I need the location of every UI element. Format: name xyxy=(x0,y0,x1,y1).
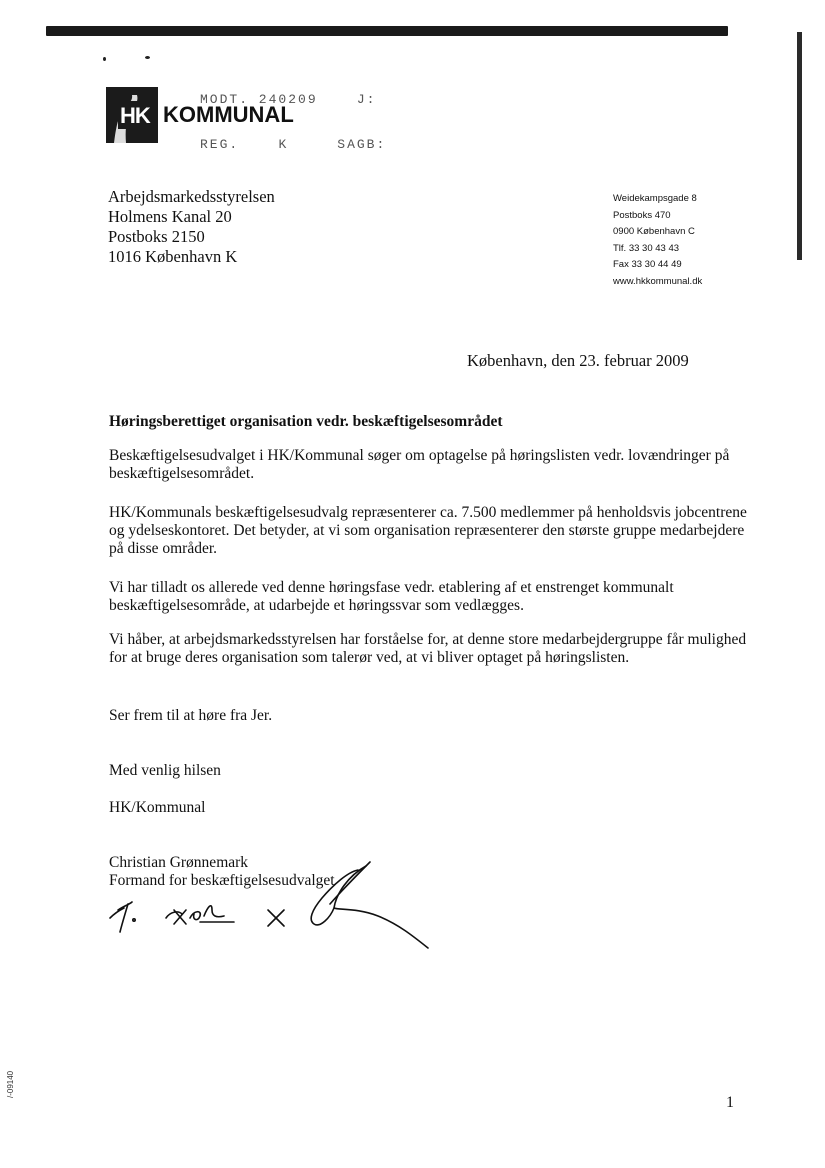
closing-regards: Med venlig hilsen xyxy=(109,762,221,779)
recipient-city: 1016 København K xyxy=(108,247,238,266)
letter-date: København, den 23. februar 2009 xyxy=(467,351,689,370)
document-side-code: /-09140 xyxy=(6,1070,15,1098)
sender-pobox: Postboks 470 xyxy=(613,209,671,221)
sender-fax: Fax 33 30 44 49 xyxy=(613,259,682,270)
top-scan-bar xyxy=(46,26,728,36)
logo-wordmark: KOMMUNAL xyxy=(163,102,294,127)
scan-speck xyxy=(103,57,106,61)
page-number: 1 xyxy=(726,1094,734,1111)
recipient-pobox: Postboks 2150 xyxy=(108,227,205,246)
letter-subject: Høringsberettiget organisation vedr. beskæftigelsesområdet xyxy=(109,413,503,430)
stamp-line-2-tail: SAGB: xyxy=(337,137,387,152)
body-paragraph-2: HK/Kommunals beskæftigelsesudvalg repræsenterer ca. 7.500 medlemmer på henholdsvis jobcentrene og ydelseskontoret. Det betyder, at vi som organisation repræsenterer den største gruppe medarbejdere på disse områder. xyxy=(109,504,747,557)
sender-website: www.hkkommunal.dk xyxy=(613,275,703,287)
body-paragraph-4: Vi håber, at arbejdsmarkedsstyrelsen har forståelse for, at denne store medarbejdergruppe får mulighed for at bruge deres organisation som talerør ved, at vi bliver optaget på høringslisten. xyxy=(109,631,747,666)
body-paragraph-1: Beskæftigelsesudvalget i HK/Kommunal søger om optagelse på høringslisten vedr. lovændringer på beskæftigelsesområdet. xyxy=(109,447,730,482)
hk-logo-initials: HK xyxy=(120,103,150,128)
body-paragraph-3: Vi har tilladt os allerede ved denne høringsfase vedr. etablering af et enstrenget kommunalt beskæftigelsesområde, at udarbejde et høringssvar som vedlægges. xyxy=(109,579,674,614)
handwritten-signature xyxy=(108,858,438,958)
right-scan-bar xyxy=(797,32,802,260)
sender-address xyxy=(613,191,702,290)
hk-logo-mark xyxy=(106,87,158,143)
stamp-line-2-mid: K xyxy=(278,137,289,152)
signer-title: Formand for beskæftigelsesudvalget xyxy=(109,872,335,889)
stamp-line-1-tail: J: xyxy=(356,92,377,107)
sender-city: 0900 København C xyxy=(613,226,695,237)
stamp-line-1: MODT. 240209 xyxy=(200,92,318,107)
sender-street: Weidekampsgade 8 xyxy=(613,193,697,204)
sender-phone: Tlf. 33 30 43 43 xyxy=(613,242,680,254)
closing-organization: HK/Kommunal xyxy=(109,799,206,816)
recipient-name: Arbejdsmarkedsstyrelsen xyxy=(108,187,275,206)
recipient-address xyxy=(108,187,275,267)
stamp-line-2: REG. xyxy=(200,137,240,152)
recipient-street: Holmens Kanal 20 xyxy=(108,207,232,226)
scan-speck xyxy=(145,56,150,59)
signer-name: Christian Grønnemark xyxy=(109,854,249,871)
closing-look-forward: Ser frem til at høre fra Jer. xyxy=(109,707,273,724)
